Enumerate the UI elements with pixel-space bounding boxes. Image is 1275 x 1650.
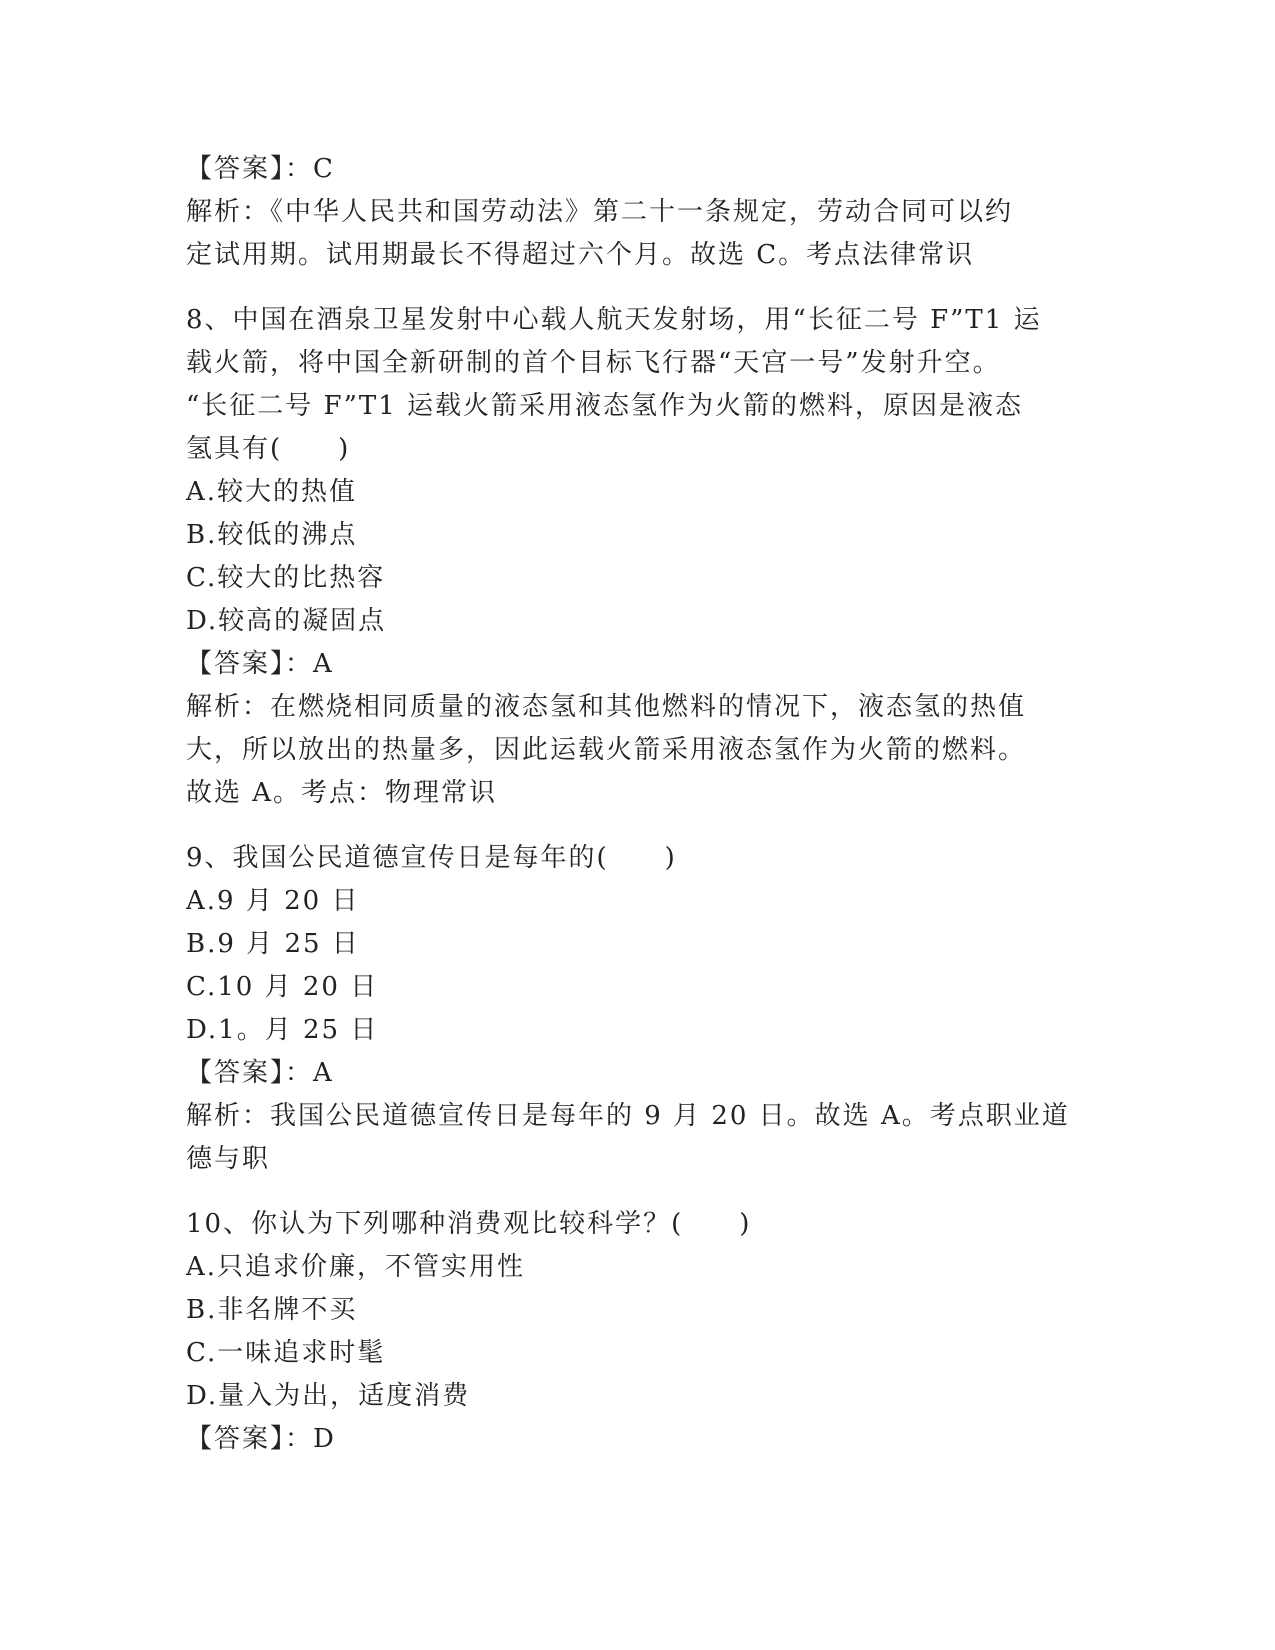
question-text-line: “长征二号 F”T1 运载火箭采用液态氢作为火箭的燃料，原因是液态 <box>186 391 1024 421</box>
question-text-line: 载火箭，将中国全新研制的首个目标飞行器“天宫一号”发射升空。 <box>186 348 1001 378</box>
question-9-block <box>186 837 1076 1181</box>
explanation-line: 故选 A。考点：物理常识 <box>186 778 498 808</box>
question-text-line: 8、中国在酒泉卫星发射中心载人航天发射场，用“长征二号 F”T1 运 <box>186 305 1042 335</box>
option-d: D.较高的凝固点 <box>186 606 387 636</box>
question-text-line: 10、你认为下列哪种消费观比较科学？( ) <box>186 1209 752 1239</box>
option-b: B.非名牌不买 <box>186 1295 358 1325</box>
option-b: B.9 月 25 日 <box>186 929 360 959</box>
explanation-line: 德与职 <box>186 1144 271 1174</box>
block-spacer <box>186 1181 1076 1203</box>
answer-label: 【答案】：A <box>186 649 334 679</box>
explanation-line: 解析：我国公民道德宣传日是每年的 9 月 20 日。故选 A。考点职业道 <box>186 1101 1070 1131</box>
explanation-line: 解析：《中华人民共和国劳动法》第二十一条规定，劳动合同可以约 <box>186 197 1014 227</box>
option-d: D.1。月 25 日 <box>186 1015 379 1045</box>
option-a: A.9 月 20 日 <box>186 886 360 916</box>
explanation-line: 大，所以放出的热量多，因此运载火箭采用液态氢作为火箭的燃料。 <box>186 735 1027 765</box>
question-text-line: 9、我国公民道德宣传日是每年的( ) <box>186 843 677 873</box>
answer-label: 【答案】：A <box>186 1058 334 1088</box>
option-b: B.较低的沸点 <box>186 520 358 550</box>
block-spacer <box>186 815 1076 837</box>
explanation-line: 解析：在燃烧相同质量的液态氢和其他燃料的情况下，液态氢的热值 <box>186 692 1027 722</box>
question-10-block <box>186 1203 1076 1461</box>
question-8-block <box>186 299 1076 815</box>
option-c: C.10 月 20 日 <box>186 972 379 1002</box>
explanation-line: 定试用期。试用期最长不得超过六个月。故选 C。考点法律常识 <box>186 240 975 270</box>
answer-label: 【答案】：D <box>186 1424 336 1454</box>
option-d: D.量入为出，适度消费 <box>186 1381 471 1411</box>
document-content <box>186 148 1076 1461</box>
option-a: A.只追求价廉，不管实用性 <box>186 1252 526 1282</box>
answer-label: 【答案】：C <box>186 154 335 184</box>
question-7-answer-block <box>186 148 1076 277</box>
option-a: A.较大的热值 <box>186 477 358 507</box>
option-c: C.较大的比热容 <box>186 563 386 593</box>
option-c: C.一味追求时髦 <box>186 1338 386 1368</box>
block-spacer <box>186 277 1076 299</box>
question-text-line: 氢具有( ) <box>186 434 351 464</box>
